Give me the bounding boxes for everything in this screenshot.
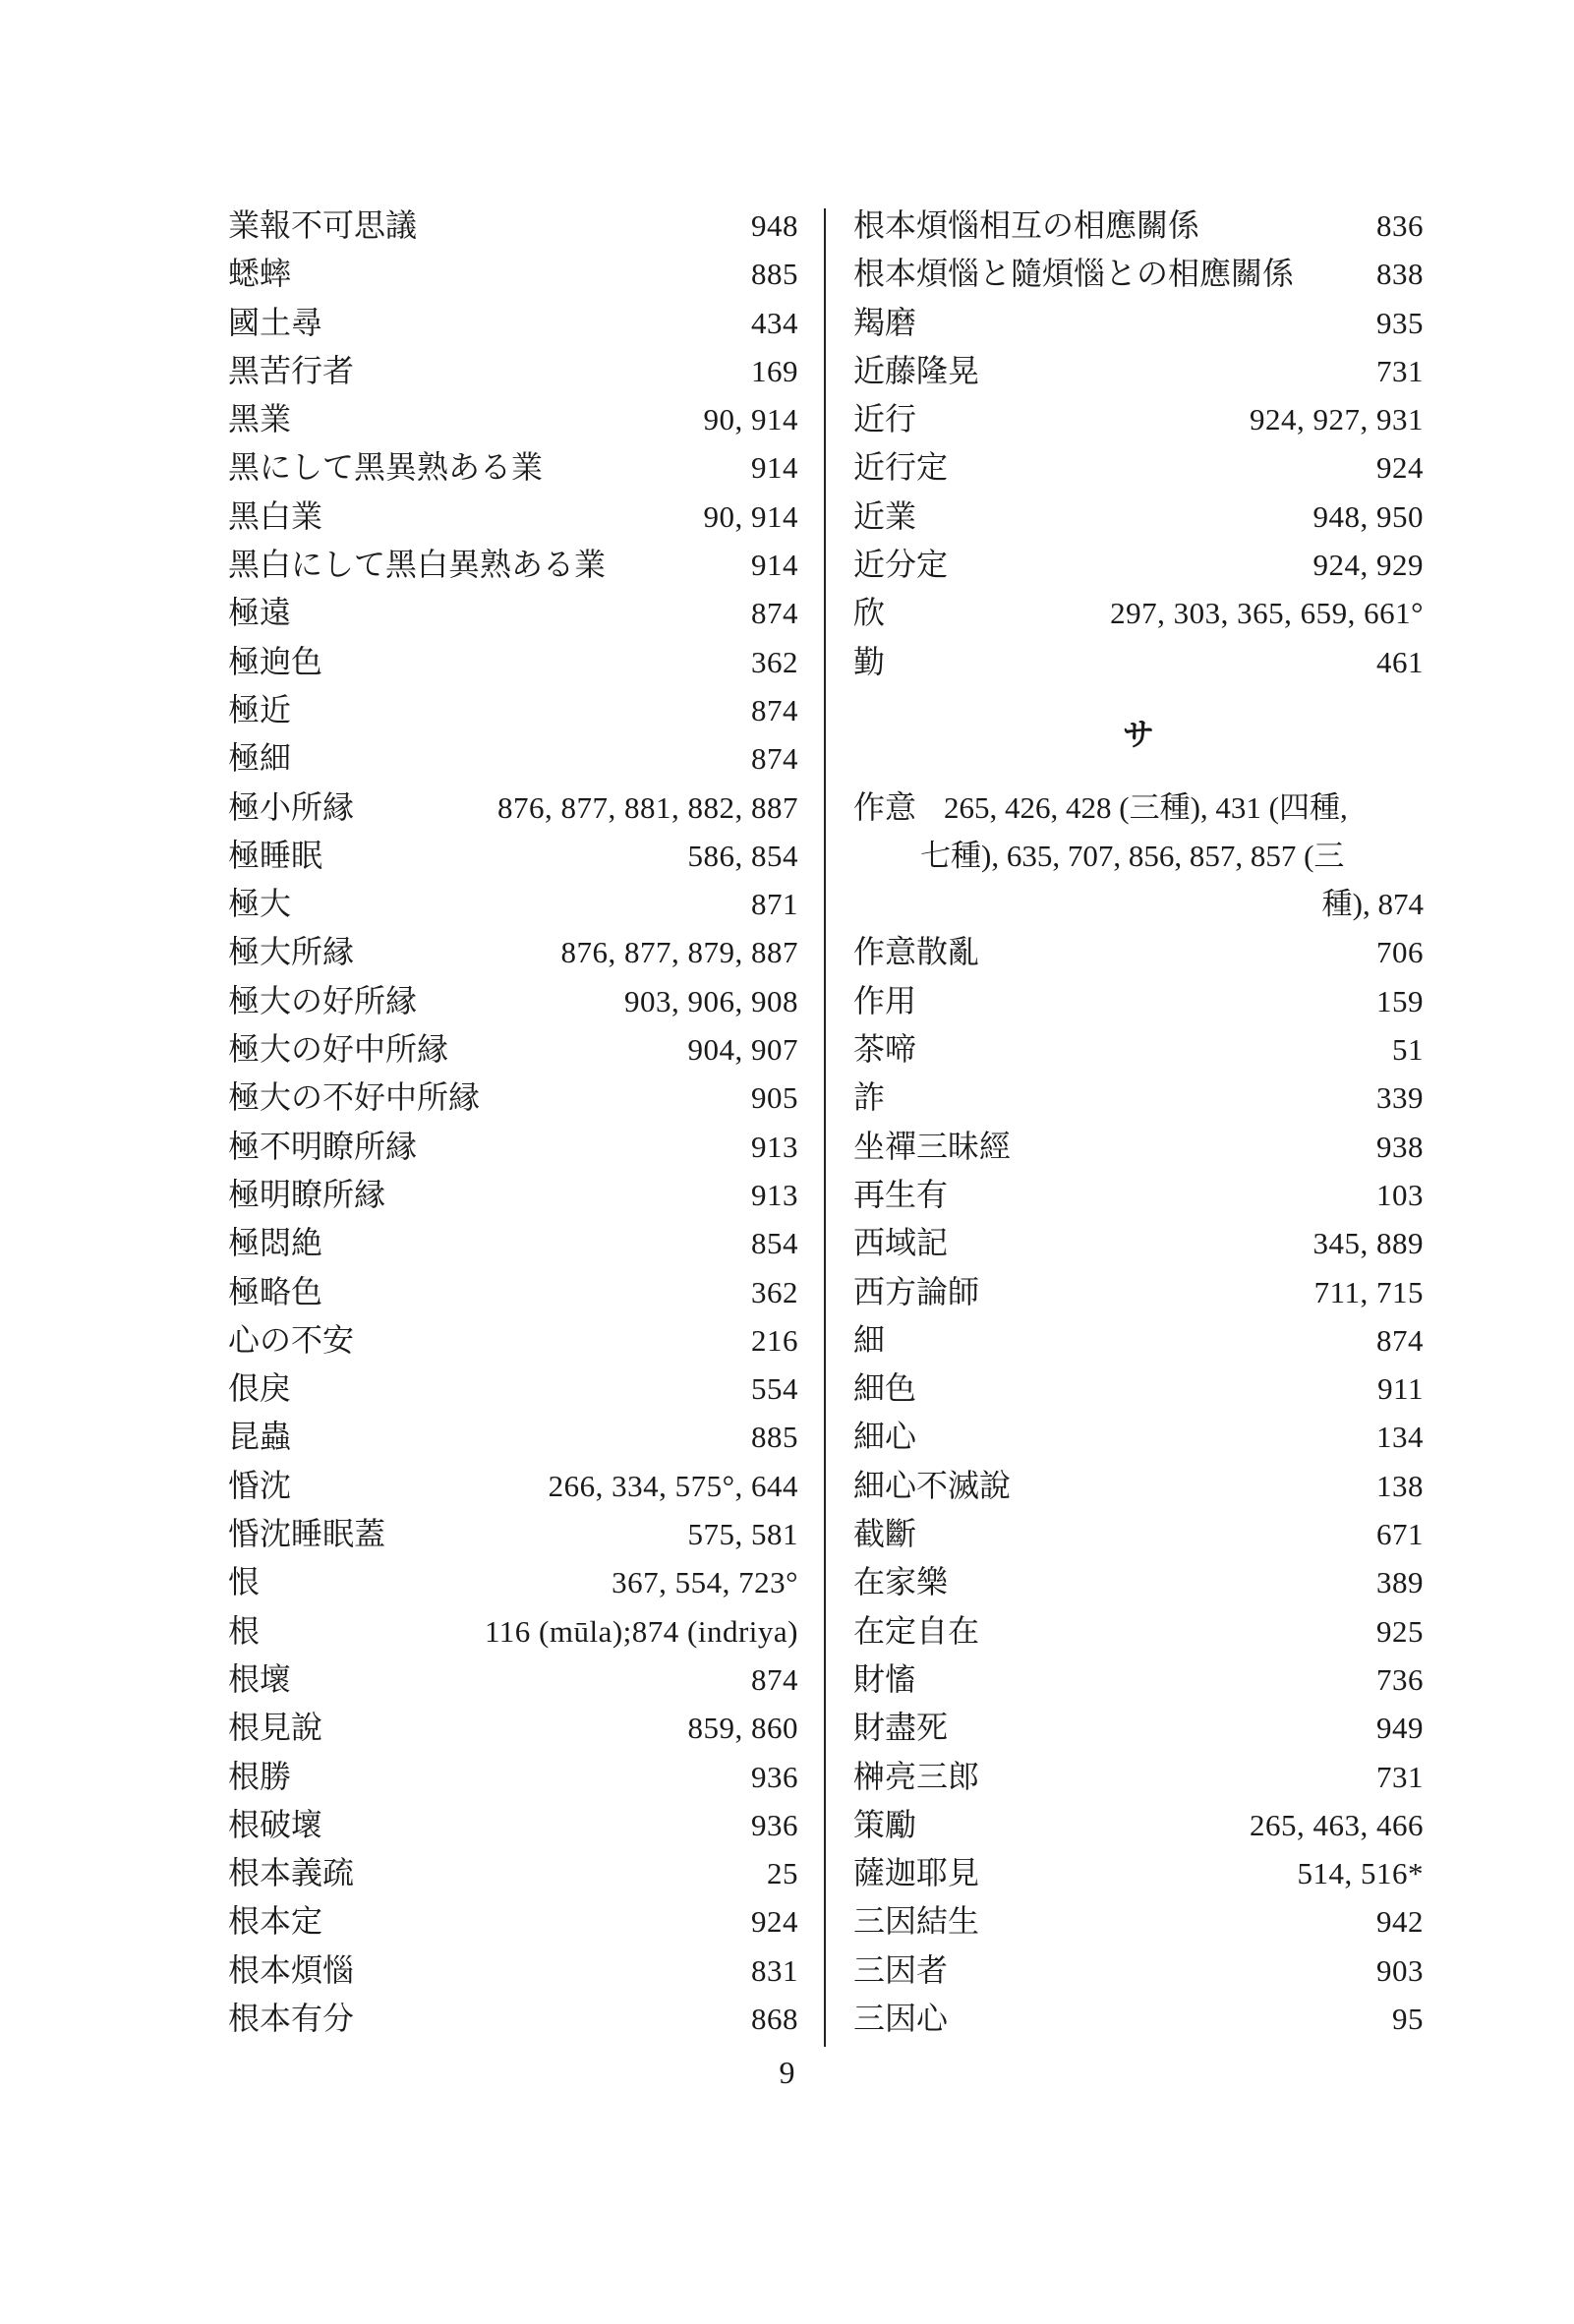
index-pages: 885 <box>751 1420 798 1455</box>
index-entry <box>853 493 1424 541</box>
index-term: 作意散亂 <box>853 933 980 971</box>
index-entry <box>228 1946 798 1995</box>
index-term: 作用 <box>853 981 917 1019</box>
index-term: 惛沈睡眠蓋 <box>228 1515 386 1553</box>
index-entry <box>853 395 1424 443</box>
index-entry <box>228 784 798 832</box>
index-term: 極大の好所縁 <box>228 981 418 1019</box>
index-entry <box>853 1123 1424 1171</box>
index-term: 近分定 <box>853 546 949 584</box>
index-entry <box>228 1462 798 1510</box>
index-entry <box>228 1413 798 1461</box>
index-term: 再生有 <box>853 1175 949 1213</box>
index-pages: 362 <box>751 644 798 679</box>
index-term: 極大の不好中所縁 <box>228 1078 481 1117</box>
index-term: 業報不可思議 <box>228 206 418 244</box>
index-term: 根本煩惱 <box>228 1950 355 1989</box>
index-entry <box>853 1413 1424 1461</box>
index-entry <box>853 1753 1424 1801</box>
index-term: 欣 <box>853 594 886 632</box>
index-pages: 903 <box>1376 1952 1424 1988</box>
index-pages: 671 <box>1376 1517 1424 1552</box>
index-entry <box>853 1171 1424 1219</box>
column-divider <box>824 208 826 2047</box>
right-index-column <box>853 202 1424 2043</box>
index-entry <box>853 299 1424 347</box>
index-term: 根壞 <box>228 1659 292 1698</box>
index-term: 根本有分 <box>228 1999 355 2037</box>
index-entry <box>228 347 798 395</box>
index-pages: 90, 914 <box>703 498 798 534</box>
index-entry <box>228 928 798 976</box>
index-entry <box>853 1801 1424 1849</box>
right-index-group-bottom <box>853 928 1424 2043</box>
index-term: 薩迦耶見 <box>853 1854 980 1892</box>
index-term: 三因者 <box>853 1950 949 1989</box>
index-entry <box>228 1510 798 1558</box>
index-entry <box>853 1995 1424 2043</box>
index-pages: 345, 889 <box>1312 1226 1424 1261</box>
index-pages: 134 <box>1376 1420 1424 1455</box>
index-pages: 885 <box>751 257 798 292</box>
index-term: 黑白にして黑白異熟ある業 <box>228 546 607 584</box>
index-pages: 90, 914 <box>703 402 798 437</box>
index-pages: 911 <box>1377 1371 1424 1407</box>
index-pages: 514, 516* <box>1297 1856 1424 1891</box>
index-pages: 831 <box>751 1952 798 1988</box>
index-term: 細心 <box>853 1418 917 1456</box>
index-entry <box>228 1316 798 1365</box>
index-term: 黑業 <box>228 400 292 438</box>
index-entry <box>853 1897 1424 1946</box>
index-pages: 874 <box>751 596 798 631</box>
index-pages: 935 <box>1376 305 1424 340</box>
index-pages: 854 <box>751 1226 798 1261</box>
index-entry <box>853 1704 1424 1752</box>
sai-entry-line-1 <box>853 784 1424 832</box>
left-index-column <box>228 202 798 2043</box>
index-entry <box>228 1656 798 1704</box>
index-entry <box>853 1946 1424 1995</box>
index-term: 截斷 <box>853 1515 917 1553</box>
index-pages: 924, 927, 931 <box>1250 402 1424 437</box>
index-entry <box>228 1558 798 1606</box>
index-pages: 914 <box>751 450 798 486</box>
index-term: 根本煩惱と隨煩惱との相應關係 <box>853 255 1295 293</box>
index-entry <box>853 1219 1424 1267</box>
index-pages: 838 <box>1376 257 1424 292</box>
index-pages: 948, 950 <box>1312 498 1424 534</box>
index-pages: 265, 426, 428 (三種), 431 (四種, <box>944 789 1348 825</box>
index-pages: 868 <box>751 2001 798 2036</box>
index-term: 財盡死 <box>853 1709 949 1747</box>
index-entry <box>228 493 798 541</box>
index-term: 在定自在 <box>853 1611 980 1650</box>
index-term: 榊亮三郎 <box>853 1757 980 1795</box>
index-entry <box>228 1365 798 1413</box>
index-entry <box>228 734 798 783</box>
index-term: 勤 <box>853 642 886 680</box>
index-pages: 367, 554, 723° <box>612 1565 798 1600</box>
index-pages: 95 <box>1392 2001 1424 2036</box>
index-pages: 116 (mūla);874 (indriya) <box>484 1613 798 1649</box>
index-term: 極略色 <box>228 1272 323 1310</box>
index-term: 極睡眠 <box>228 836 323 874</box>
index-pages: 948 <box>751 208 798 243</box>
index-term: 三因心 <box>853 1999 949 2037</box>
index-term: 根破壞 <box>228 1805 323 1843</box>
index-term: 極大 <box>228 885 292 923</box>
index-entry <box>228 1607 798 1656</box>
index-term: 西方論師 <box>853 1272 980 1310</box>
index-term: 極遠 <box>228 594 292 632</box>
index-term: 策勵 <box>853 1805 917 1843</box>
index-term: 近行 <box>853 400 917 438</box>
index-entry <box>228 1849 798 1897</box>
index-term: 茶啼 <box>853 1030 917 1069</box>
index-entry <box>853 638 1424 686</box>
index-pages: 736 <box>1376 1661 1424 1697</box>
index-term: 根本煩惱相互の相應關係 <box>853 206 1200 244</box>
index-entry <box>853 977 1424 1025</box>
index-pages: 938 <box>1376 1129 1424 1164</box>
index-entry <box>228 299 798 347</box>
index-pages: 874 <box>751 692 798 727</box>
index-pages: 25 <box>767 1856 798 1891</box>
index-entry <box>853 1025 1424 1074</box>
index-pages: 914 <box>751 548 798 583</box>
index-term: 近行定 <box>853 448 949 487</box>
index-term: 極小所縁 <box>228 787 355 826</box>
index-entry <box>228 1801 798 1849</box>
index-pages: 913 <box>751 1129 798 1164</box>
index-pages: 936 <box>751 1759 798 1794</box>
index-term: 細色 <box>853 1369 917 1408</box>
right-index-group-top <box>853 202 1424 686</box>
index-term: 詐 <box>853 1078 886 1117</box>
index-term: 極悶絶 <box>228 1224 323 1262</box>
index-term: 財慉 <box>853 1659 917 1698</box>
index-pages: 936 <box>751 1807 798 1842</box>
index-entry <box>853 541 1424 589</box>
index-entry <box>228 1995 798 2043</box>
index-entry <box>853 1849 1424 1897</box>
index-pages: 461 <box>1376 644 1424 679</box>
index-term: 根本定 <box>228 1902 323 1941</box>
index-entry <box>228 1704 798 1752</box>
index-pages: 942 <box>1376 1904 1424 1940</box>
index-entry <box>228 250 798 298</box>
index-pages: 434 <box>751 305 798 340</box>
index-entry <box>853 1510 1424 1558</box>
index-pages: 575, 581 <box>687 1517 798 1552</box>
index-term: 極明瞭所縁 <box>228 1175 386 1213</box>
index-pages: 297, 303, 365, 659, 661° <box>1110 596 1424 631</box>
index-pages: 924 <box>1376 450 1424 486</box>
index-entry <box>228 589 798 637</box>
index-term: 蟋蟀 <box>228 255 292 293</box>
index-term: 根 <box>228 1611 261 1650</box>
index-term: 佷戾 <box>228 1369 292 1408</box>
index-entry <box>853 589 1424 637</box>
index-term: 極細 <box>228 739 292 778</box>
index-entry <box>228 541 798 589</box>
index-entry <box>853 1558 1424 1606</box>
index-term: 極近 <box>228 690 292 728</box>
index-term: 根見說 <box>228 1709 323 1747</box>
index-entry <box>228 832 798 880</box>
index-term: 黑苦行者 <box>228 351 355 389</box>
index-entry <box>228 1074 798 1122</box>
index-entry <box>853 443 1424 492</box>
sai-entry-line-2: 七種), 635, 707, 856, 857, 857 (三 <box>920 838 1345 873</box>
index-entry <box>228 443 798 492</box>
index-term: 黑にして黑異熟ある業 <box>228 448 544 487</box>
index-term: 根本義疏 <box>228 1854 355 1892</box>
index-entry <box>228 1025 798 1074</box>
index-entry-sai <box>853 784 1424 929</box>
index-pages: 836 <box>1376 208 1424 243</box>
index-pages: 903, 906, 908 <box>624 983 798 1018</box>
index-term: 國土尋 <box>228 303 323 341</box>
index-pages: 925 <box>1376 1613 1424 1649</box>
index-entry <box>853 347 1424 395</box>
page-number: 9 <box>779 2055 795 2090</box>
index-term: 細 <box>853 1320 886 1359</box>
index-entry <box>228 1753 798 1801</box>
index-pages: 876, 877, 879, 887 <box>560 935 798 970</box>
index-term: 惛沈 <box>228 1466 292 1504</box>
index-pages: 871 <box>751 887 798 922</box>
index-term: 羯磨 <box>853 303 917 341</box>
index-entry <box>853 1365 1424 1413</box>
index-term: 坐禪三昧經 <box>853 1127 1012 1165</box>
index-term: 西域記 <box>853 1224 949 1262</box>
index-pages: 554 <box>751 1371 798 1407</box>
index-pages: 169 <box>751 353 798 388</box>
index-pages: 339 <box>1376 1080 1424 1116</box>
index-term: 作意 <box>853 787 917 826</box>
index-pages: 874 <box>751 741 798 777</box>
index-pages: 138 <box>1376 1468 1424 1503</box>
index-entry <box>228 686 798 734</box>
index-term: 極不明瞭所縁 <box>228 1127 418 1165</box>
index-term: 心の不安 <box>228 1320 355 1359</box>
index-entry <box>228 977 798 1025</box>
index-pages: 266, 334, 575°, 644 <box>548 1468 798 1503</box>
index-pages: 51 <box>1392 1032 1424 1068</box>
index-entry <box>228 638 798 686</box>
index-term: 極大所縁 <box>228 933 355 971</box>
index-term: 根勝 <box>228 1757 292 1795</box>
index-pages: 731 <box>1376 1759 1424 1794</box>
index-entry <box>228 1123 798 1171</box>
index-entry <box>853 1268 1424 1316</box>
index-pages: 876, 877, 881, 882, 887 <box>497 789 798 825</box>
index-entry <box>853 1656 1424 1704</box>
index-pages: 265, 463, 466 <box>1250 1807 1424 1842</box>
sai-entry-line-3: 種), 874 <box>1321 887 1424 922</box>
index-entry <box>853 202 1424 250</box>
index-term: 在家樂 <box>853 1563 949 1601</box>
index-term: 極大の好中所縁 <box>228 1030 449 1069</box>
index-pages: 904, 907 <box>687 1032 798 1068</box>
index-entry <box>228 880 798 928</box>
index-entry <box>853 1462 1424 1510</box>
index-pages: 949 <box>1376 1711 1424 1746</box>
index-pages: 913 <box>751 1177 798 1212</box>
index-pages: 731 <box>1376 353 1424 388</box>
index-entry <box>853 1316 1424 1365</box>
index-pages: 874 <box>751 1661 798 1697</box>
index-pages: 711, 715 <box>1313 1274 1424 1309</box>
index-pages: 389 <box>1376 1565 1424 1600</box>
index-term: 近業 <box>853 496 917 535</box>
index-pages: 706 <box>1376 935 1424 970</box>
index-term: 近藤隆晃 <box>853 351 980 389</box>
index-pages: 859, 860 <box>687 1711 798 1746</box>
index-term: 昆蟲 <box>228 1418 292 1456</box>
index-pages: 362 <box>751 1274 798 1309</box>
index-pages: 159 <box>1376 983 1424 1018</box>
index-entry <box>853 250 1424 298</box>
index-pages: 924, 929 <box>1312 548 1424 583</box>
index-entry <box>228 202 798 250</box>
index-entry <box>228 1897 798 1946</box>
index-pages: 216 <box>751 1322 798 1358</box>
index-pages: 924 <box>751 1904 798 1940</box>
index-pages: 874 <box>1376 1322 1424 1358</box>
index-pages: 103 <box>1376 1177 1424 1212</box>
index-entry <box>228 395 798 443</box>
index-term: 三因結生 <box>853 1902 980 1941</box>
index-pages: 586, 854 <box>687 838 798 873</box>
index-term: 黑白業 <box>228 496 323 535</box>
index-term: 極逈色 <box>228 642 323 680</box>
index-term: 恨 <box>228 1563 261 1601</box>
index-entry <box>853 928 1424 976</box>
index-entry <box>228 1268 798 1316</box>
section-heading-sa: サ <box>1122 715 1154 753</box>
index-pages: 905 <box>751 1080 798 1116</box>
index-entry <box>853 1607 1424 1656</box>
index-entry <box>853 1074 1424 1122</box>
index-entry <box>228 1171 798 1219</box>
index-entry <box>228 1219 798 1267</box>
index-term: 細心不滅說 <box>853 1466 1012 1504</box>
